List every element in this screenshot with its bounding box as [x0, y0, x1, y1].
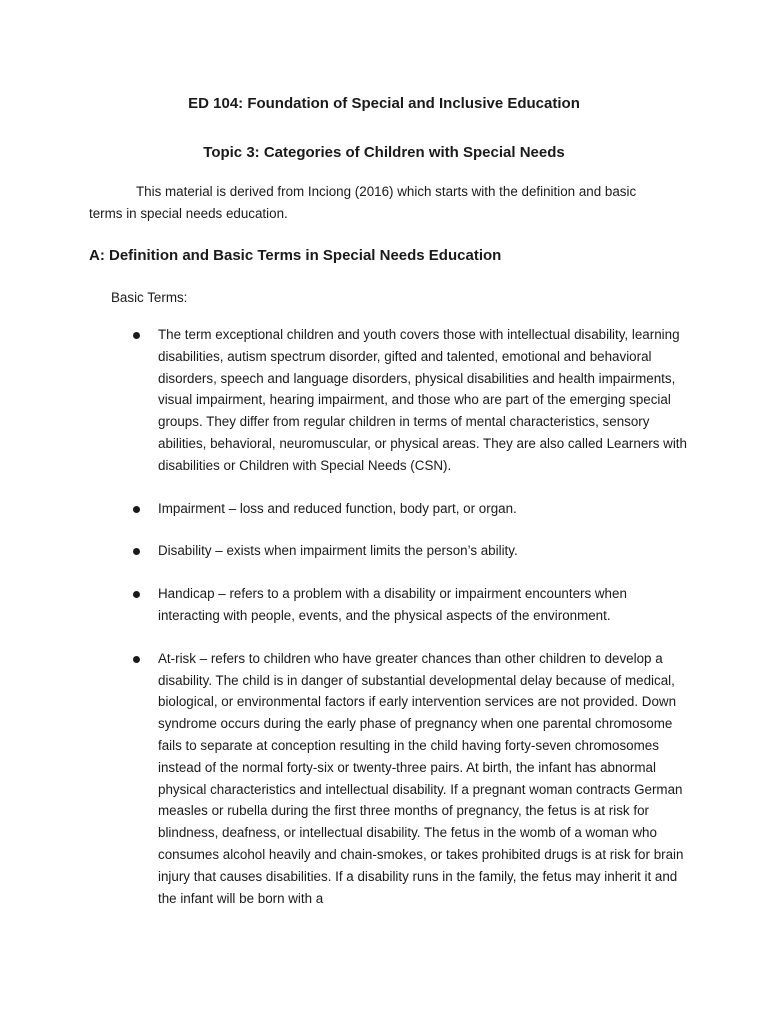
list-item — [133, 324, 688, 477]
bullet-icon — [133, 548, 140, 555]
bullet-icon — [133, 591, 140, 598]
section-heading: A: Definition and Basic Terms in Special Needs Education — [89, 247, 502, 264]
intro-line-2: terms in special needs education. — [89, 206, 288, 221]
bullet-icon — [133, 656, 140, 663]
list-item-text: At-risk – refers to children who have greater chances than other children to develop a disability. The child is in danger of substantial developmental delay because of medical, biological, or environmental factors if early intervention services are not provided. Down syndrome occurs during the early phase of pregnancy when one parental chromosome fails to separate at conception resulting in the child having forty-seven chromosomes instead of the normal forty-six or twenty-three pairs. At birth, the infant has abnormal physical characteristics and intellectual disability. If a pregnant woman contracts German measles or rubella during the first three months of pregnancy, the fetus is at risk for blindness, deafness, or intellectual disability. The fetus in the womb of a woman who consumes alcohol heavily and chain-smokes, or takes prohibited drugs is at risk for brain injury that causes disabilities. If a disability runs in the family, the fetus may inherit it and the infant will be born with a — [158, 650, 684, 906]
list-item-text: Impairment – loss and reduced function, body part, or organ. — [158, 500, 517, 516]
basic-terms-list — [133, 324, 688, 930]
list-item — [133, 498, 688, 520]
document-title: ED 104: Foundation of Special and Inclusive Education — [188, 95, 580, 112]
intro-line-1: This material is derived from Inciong (2016) which starts with the definition and basic — [136, 184, 637, 199]
list-item-text: Disability – exists when impairment limits the person’s ability. — [158, 543, 518, 559]
list-item-text: Handicap – refers to a problem with a disability or impairment encounters when interacting with people, events, and the physical aspects of the environment. — [158, 586, 627, 623]
basic-terms-label: Basic Terms: — [111, 290, 188, 305]
bullet-icon — [133, 332, 140, 339]
list-item — [133, 648, 688, 910]
bullet-icon — [133, 506, 140, 513]
list-item — [133, 583, 688, 627]
intro-paragraph — [89, 181, 689, 225]
list-item-text: The term exceptional children and youth covers those with intellectual disability, learning disabilities, autism spectrum disorder, gifted and talented, emotional and behavioral disorders, speech and language disorders, physical disabilities and health impairments, visual impairment, hearing impairment, and those who are part of the emerging special groups. They differ from regular children in terms of mental characteristics, sensory abilities, behavioral, neuromuscular, or physical areas. They are also called Learners with disabilities or Children with Special Needs (CSN). — [158, 327, 687, 473]
document-subtitle: Topic 3: Categories of Children with Special Needs — [203, 144, 565, 161]
list-item — [133, 540, 688, 562]
